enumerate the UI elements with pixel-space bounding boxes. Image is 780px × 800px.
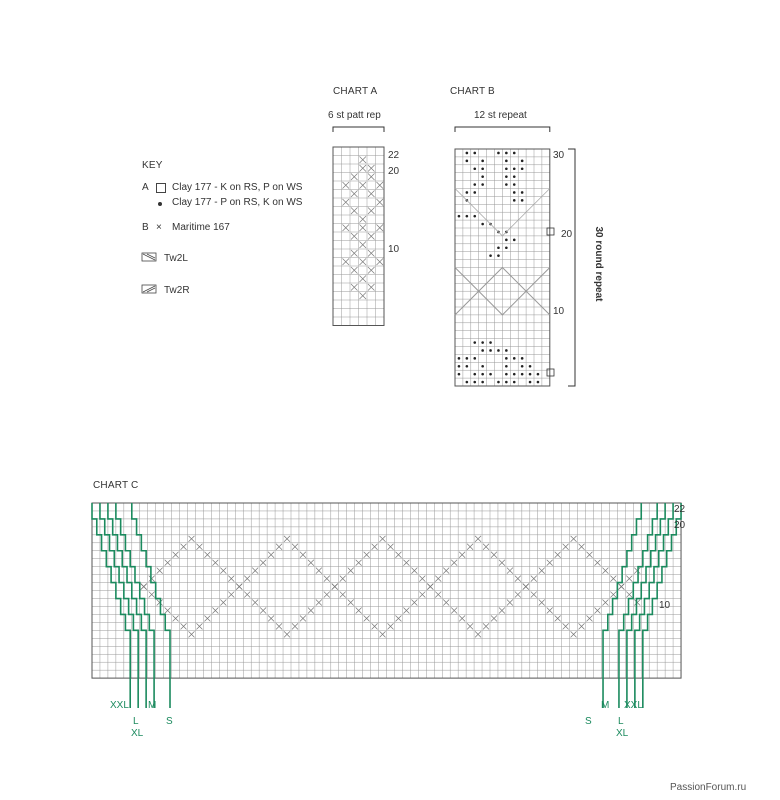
chart-c-cross-mark bbox=[204, 615, 210, 621]
chart-b-dot-mark bbox=[489, 373, 492, 376]
chart-b-dot-mark bbox=[505, 239, 508, 242]
chart-a-cross-mark bbox=[377, 199, 384, 206]
chart-c-cross-mark bbox=[212, 560, 218, 566]
chart-c-cross-mark bbox=[531, 592, 537, 598]
chart-a-cross-mark bbox=[368, 191, 375, 198]
chart-c-cross-mark bbox=[340, 592, 346, 598]
chart-c-cross-mark bbox=[260, 607, 266, 613]
chart-c-cross-mark bbox=[244, 592, 250, 598]
chart-a-title: CHART A bbox=[333, 86, 378, 97]
chart-c-cross-mark bbox=[276, 544, 282, 550]
chart-c-cross-mark bbox=[411, 600, 417, 606]
chart-c-cross-mark bbox=[228, 576, 234, 582]
chart-c-row-10: 10 bbox=[659, 600, 671, 611]
chart-c-cross-mark bbox=[284, 631, 290, 637]
chart-b-dot-mark bbox=[481, 175, 484, 178]
chart-c-row-22: 22 bbox=[674, 504, 686, 515]
chart-b-dot-mark bbox=[505, 160, 508, 163]
chart-b-row-30: 30 bbox=[553, 150, 565, 161]
chart-b-dot-mark bbox=[521, 160, 524, 163]
chart-b-dot-mark bbox=[505, 175, 508, 178]
chart-c-cross-mark bbox=[372, 544, 378, 550]
chart-b-dot-mark bbox=[466, 381, 469, 384]
chart-c-cross-mark bbox=[149, 592, 155, 598]
chart-b-dot-mark bbox=[481, 373, 484, 376]
chart-b-title: CHART B bbox=[450, 86, 495, 97]
chart-c-size-line-left bbox=[100, 503, 138, 708]
chart-b-dot-mark bbox=[513, 373, 516, 376]
chart-c-cross-mark bbox=[189, 536, 195, 542]
chart-b-dot-mark bbox=[481, 160, 484, 163]
chart-c-size-line-left bbox=[116, 503, 154, 708]
chart-a-cross-mark bbox=[360, 293, 367, 300]
chart-c-cross-mark bbox=[356, 607, 362, 613]
chart-c-cross-mark bbox=[547, 607, 553, 613]
chart-c-cross-mark bbox=[475, 536, 481, 542]
key-title: KEY bbox=[142, 160, 163, 171]
chart-c-cross-mark bbox=[523, 584, 529, 590]
chart-c-cross-mark bbox=[451, 560, 457, 566]
chart-c-cross-mark bbox=[443, 568, 449, 574]
chart-b-dot-mark bbox=[481, 183, 484, 186]
chart-b-row-20: 20 bbox=[561, 229, 573, 240]
chart-a-cross-mark bbox=[360, 182, 367, 189]
chart-c-cross-mark bbox=[332, 584, 338, 590]
chart-c-cross-mark bbox=[539, 568, 545, 574]
chart-b-dot-mark bbox=[505, 183, 508, 186]
chart-c-cross-mark bbox=[220, 568, 226, 574]
chart-c-cross-mark bbox=[316, 568, 322, 574]
chart-c-cross-mark bbox=[411, 568, 417, 574]
chart-c-cross-mark bbox=[324, 592, 330, 598]
chart-c-cross-mark bbox=[555, 615, 561, 621]
chart-c-cross-mark bbox=[579, 623, 585, 629]
chart-b-dot-mark bbox=[505, 365, 508, 368]
chart-b-dot-mark bbox=[529, 365, 532, 368]
chart-a-repeat-label: 6 st patt rep bbox=[328, 110, 381, 121]
chart-b-dot-mark bbox=[537, 381, 540, 384]
chart-c-cross-mark bbox=[459, 552, 465, 558]
chart-a-cross-mark bbox=[360, 259, 367, 266]
chart-b-dot-mark bbox=[458, 357, 461, 360]
chart-b-dot-mark bbox=[521, 373, 524, 376]
chart-a-cross-mark bbox=[368, 174, 375, 181]
chart-c-cross-mark bbox=[403, 607, 409, 613]
chart-c-cross-mark bbox=[157, 568, 163, 574]
chart-a-row-22: 22 bbox=[388, 150, 400, 161]
size-label-xl-right: XL bbox=[616, 728, 629, 739]
chart-a-cross-mark bbox=[343, 225, 350, 232]
chart-b-dot-mark bbox=[497, 254, 500, 257]
chart-b-dot-mark bbox=[458, 365, 461, 368]
chart-b-dot-mark bbox=[473, 152, 476, 155]
chart-c-cross-mark bbox=[316, 600, 322, 606]
chart-a-cross-mark bbox=[368, 165, 375, 172]
chart-c-cross-mark bbox=[610, 592, 616, 598]
chart-c-size-line-left bbox=[108, 503, 146, 708]
chart-a-cross-mark bbox=[360, 225, 367, 232]
chart-a-cross-mark bbox=[351, 250, 358, 257]
chart-c-cross-mark bbox=[380, 536, 386, 542]
chart-a-cross-mark bbox=[368, 267, 375, 274]
chart-c-cross-mark bbox=[443, 600, 449, 606]
chart-b-dot-mark bbox=[481, 349, 484, 352]
chart-c-cross-mark bbox=[602, 568, 608, 574]
chart-c-cross-mark bbox=[499, 560, 505, 566]
chart-a-cross-mark bbox=[360, 216, 367, 223]
chart-b-dot-mark bbox=[513, 381, 516, 384]
chart-c-cross-mark bbox=[348, 600, 354, 606]
chart-c-cross-mark bbox=[252, 600, 258, 606]
chart-c-cross-mark bbox=[189, 631, 195, 637]
chart-c-size-line-left bbox=[92, 503, 130, 708]
chart-b-row-10: 10 bbox=[553, 306, 565, 317]
chart-c-cross-mark bbox=[563, 544, 569, 550]
chart-c-cross-mark bbox=[571, 631, 577, 637]
chart-b-dot-mark bbox=[513, 239, 516, 242]
chart-c-cross-mark bbox=[539, 600, 545, 606]
chart-a-cross-mark bbox=[351, 233, 358, 240]
key-tw2r-label: Tw2R bbox=[164, 285, 190, 296]
chart-b-tw2r-marker bbox=[547, 228, 554, 235]
chart-a-cross-mark bbox=[368, 233, 375, 240]
chart-b-round-repeat-label: 30 round repeat bbox=[593, 226, 604, 302]
chart-c-cross-mark bbox=[507, 568, 513, 574]
chart-b-dot-mark bbox=[473, 341, 476, 344]
chart-a-cross-mark bbox=[377, 225, 384, 232]
chart-a-cross-mark bbox=[343, 259, 350, 266]
key-a-dot-label: Clay 177 - P on RS, K on WS bbox=[172, 197, 303, 208]
chart-c-cross-mark bbox=[467, 623, 473, 629]
chart-a-cross-mark bbox=[360, 165, 367, 172]
chart-b-dot-mark bbox=[529, 373, 532, 376]
square-symbol-icon bbox=[156, 183, 166, 193]
cross-symbol-icon: × bbox=[156, 222, 162, 233]
tw2r-symbol-icon bbox=[143, 286, 155, 292]
chart-a-cross-mark bbox=[360, 276, 367, 283]
chart-c-cross-mark bbox=[515, 592, 521, 598]
chart-b-dot-mark bbox=[505, 246, 508, 249]
chart-b-dot-mark bbox=[505, 381, 508, 384]
size-label-m-left: M bbox=[148, 700, 157, 711]
chart-c-cross-mark bbox=[141, 584, 147, 590]
chart-c-cross-mark bbox=[165, 607, 171, 613]
size-label-xl-left: XL bbox=[131, 728, 144, 739]
chart-b-dot-mark bbox=[521, 199, 524, 202]
chart-a-cross-mark bbox=[351, 267, 358, 274]
chart-a-cross-mark bbox=[377, 259, 384, 266]
chart-c-size-line-right bbox=[619, 503, 657, 708]
chart-c-cross-mark bbox=[380, 631, 386, 637]
chart-c-cross-mark bbox=[594, 560, 600, 566]
chart-a-cross-mark bbox=[351, 191, 358, 198]
chart-b-dot-mark bbox=[505, 373, 508, 376]
chart-c-cross-mark bbox=[181, 623, 187, 629]
chart-c-cross-mark bbox=[499, 607, 505, 613]
chart-c-cross-mark bbox=[364, 552, 370, 558]
size-label-s-right: S bbox=[585, 716, 592, 727]
chart-b-dot-mark bbox=[505, 152, 508, 155]
chart-b-dot-mark bbox=[497, 349, 500, 352]
chart-c-title: CHART C bbox=[93, 480, 139, 491]
chart-c-cross-mark bbox=[212, 607, 218, 613]
chart-c-cross-mark bbox=[173, 615, 179, 621]
chart-c-cross-mark bbox=[292, 544, 298, 550]
watermark: PassionForum.ru bbox=[670, 782, 747, 793]
chart-c-cross-mark bbox=[610, 576, 616, 582]
chart-c-cross-mark bbox=[547, 560, 553, 566]
key-a-letter: A bbox=[142, 182, 149, 193]
chart-b-dot-mark bbox=[497, 152, 500, 155]
chart-c-cross-mark bbox=[563, 623, 569, 629]
chart-c-cross-mark bbox=[419, 592, 425, 598]
chart-b-repeat-bracket bbox=[455, 127, 550, 132]
chart-b-dot-mark bbox=[473, 191, 476, 194]
chart-b-dot-mark bbox=[489, 349, 492, 352]
chart-c-cross-mark bbox=[228, 592, 234, 598]
chart-c-cross-mark bbox=[196, 623, 202, 629]
dot-symbol-icon bbox=[158, 202, 162, 206]
chart-b-dot-mark bbox=[466, 152, 469, 155]
chart-b-dot-mark bbox=[466, 365, 469, 368]
size-label-xxl-right: XXL bbox=[624, 700, 643, 711]
chart-c-cross-mark bbox=[427, 584, 433, 590]
size-label-m-right: M bbox=[601, 700, 610, 711]
key-a-square-label: Clay 177 - K on RS, P on WS bbox=[172, 182, 303, 193]
chart-c-cross-mark bbox=[292, 623, 298, 629]
chart-a-cross-mark bbox=[360, 157, 367, 164]
chart-b-dot-mark bbox=[513, 199, 516, 202]
chart-c-cross-mark bbox=[340, 576, 346, 582]
chart-c-cross-mark bbox=[173, 552, 179, 558]
chart-b-round-repeat-bracket bbox=[568, 149, 575, 386]
chart-b-dot-mark bbox=[466, 160, 469, 163]
chart-b-dot-mark bbox=[513, 183, 516, 186]
chart-c-cross-mark bbox=[236, 584, 242, 590]
chart-c-cross-mark bbox=[467, 544, 473, 550]
chart-c-cross-mark bbox=[308, 607, 314, 613]
chart-b-dot-mark bbox=[466, 215, 469, 218]
chart-c-cross-mark bbox=[491, 615, 497, 621]
chart-c-cross-mark bbox=[268, 552, 274, 558]
chart-c-cross-mark bbox=[276, 623, 282, 629]
chart-c-cross-mark bbox=[348, 568, 354, 574]
chart-c-cross-mark bbox=[507, 600, 513, 606]
chart-b-dot-mark bbox=[513, 167, 516, 170]
chart-c-cross-mark bbox=[220, 600, 226, 606]
chart-c-cross-mark bbox=[300, 615, 306, 621]
chart-a-repeat-bracket bbox=[333, 127, 384, 132]
key-b-cross-label: Maritime 167 bbox=[172, 222, 230, 233]
chart-b-dot-mark bbox=[521, 365, 524, 368]
chart-c-cross-mark bbox=[531, 576, 537, 582]
chart-c-cross-mark bbox=[587, 552, 593, 558]
chart-c-cross-mark bbox=[602, 600, 608, 606]
chart-b-dot-mark bbox=[497, 246, 500, 249]
chart-b-dot-mark bbox=[466, 357, 469, 360]
chart-b-dot-mark bbox=[513, 191, 516, 194]
chart-c-cross-mark bbox=[252, 568, 258, 574]
size-label-l-right: L bbox=[618, 716, 624, 727]
chart-b-dot-mark bbox=[513, 152, 516, 155]
chart-a-cross-mark bbox=[377, 182, 384, 189]
key-b-letter: B bbox=[142, 222, 149, 233]
chart-c-cross-mark bbox=[395, 552, 401, 558]
chart-a-cross-mark bbox=[351, 284, 358, 291]
chart-c-cross-mark bbox=[388, 623, 394, 629]
chart-c-cross-mark bbox=[579, 544, 585, 550]
chart-b-dot-mark bbox=[497, 381, 500, 384]
chart-b-dot-mark bbox=[529, 381, 532, 384]
chart-a-cross-mark bbox=[343, 182, 350, 189]
chart-b-dot-mark bbox=[466, 191, 469, 194]
chart-c-cross-mark bbox=[268, 615, 274, 621]
chart-b-dot-mark bbox=[521, 167, 524, 170]
chart-a-row-20: 20 bbox=[388, 166, 400, 177]
chart-b-dot-mark bbox=[521, 191, 524, 194]
chart-b-dot-mark bbox=[473, 373, 476, 376]
chart-c-row-20: 20 bbox=[674, 520, 686, 531]
chart-c-cross-mark bbox=[324, 576, 330, 582]
chart-c-cross-mark bbox=[196, 544, 202, 550]
chart-c-cross-mark bbox=[483, 544, 489, 550]
chart-a-cross-mark bbox=[360, 242, 367, 249]
chart-b-dot-mark bbox=[473, 357, 476, 360]
chart-c-cross-mark bbox=[419, 576, 425, 582]
chart-a-cross-mark bbox=[351, 174, 358, 181]
chart-b-repeat-label: 12 st repeat bbox=[474, 110, 527, 121]
chart-c-cross-mark bbox=[571, 536, 577, 542]
chart-b-dot-mark bbox=[505, 349, 508, 352]
chart-c-cross-mark bbox=[356, 560, 362, 566]
chart-b-dot-mark bbox=[481, 341, 484, 344]
chart-c-cross-mark bbox=[594, 607, 600, 613]
chart-c-cross-mark bbox=[244, 576, 250, 582]
chart-c-cross-mark bbox=[435, 592, 441, 598]
size-label-xxl-left: XXL bbox=[110, 700, 129, 711]
key-tw2l-label: Tw2L bbox=[164, 253, 188, 264]
chart-b-dot-mark bbox=[505, 167, 508, 170]
chart-c-cross-mark bbox=[626, 592, 632, 598]
chart-b-dot-mark bbox=[458, 373, 461, 376]
chart-a-cross-mark bbox=[368, 284, 375, 291]
chart-c-cross-mark bbox=[372, 623, 378, 629]
chart-b-dot-mark bbox=[473, 215, 476, 218]
chart-c-cross-mark bbox=[587, 615, 593, 621]
chart-b-dot-mark bbox=[481, 365, 484, 368]
chart-a-cross-mark bbox=[368, 208, 375, 215]
chart-b-dot-mark bbox=[505, 357, 508, 360]
chart-b-dot-mark bbox=[513, 357, 516, 360]
chart-b-dot-mark bbox=[481, 223, 484, 226]
chart-c-cross-mark bbox=[451, 607, 457, 613]
chart-c-cross-mark bbox=[364, 615, 370, 621]
chart-b-dot-mark bbox=[481, 167, 484, 170]
chart-c-cross-mark bbox=[300, 552, 306, 558]
chart-c-cross-mark bbox=[165, 560, 171, 566]
chart-c-cross-mark bbox=[435, 576, 441, 582]
chart-b-dot-mark bbox=[473, 381, 476, 384]
chart-c-cross-mark bbox=[515, 576, 521, 582]
chart-b-dot-mark bbox=[473, 167, 476, 170]
chart-b-dot-mark bbox=[458, 215, 461, 218]
chart-c-cross-mark bbox=[555, 552, 561, 558]
chart-c-cross-mark bbox=[626, 576, 632, 582]
chart-c-cross-mark bbox=[491, 552, 497, 558]
chart-a-cross-mark bbox=[368, 250, 375, 257]
chart-c-cross-mark bbox=[459, 615, 465, 621]
chart-b-dot-mark bbox=[481, 381, 484, 384]
chart-c-grid bbox=[92, 503, 681, 678]
chart-b-dot-mark bbox=[489, 254, 492, 257]
chart-b-dot-mark bbox=[489, 341, 492, 344]
chart-c-cross-mark bbox=[284, 536, 290, 542]
chart-c-cross-mark bbox=[260, 560, 266, 566]
chart-a-row-10: 10 bbox=[388, 244, 400, 255]
chart-c-cross-mark bbox=[483, 623, 489, 629]
chart-c-cross-mark bbox=[388, 544, 394, 550]
chart-b-dot-mark bbox=[513, 175, 516, 178]
chart-b-dot-mark bbox=[473, 183, 476, 186]
chart-a-grid bbox=[333, 147, 384, 326]
size-label-s-left: S bbox=[166, 716, 173, 727]
size-label-l-left: L bbox=[133, 716, 139, 727]
chart-b-dot-mark bbox=[537, 373, 540, 376]
chart-c-cross-mark bbox=[475, 631, 481, 637]
chart-c-cross-mark bbox=[181, 544, 187, 550]
chart-c-cross-mark bbox=[403, 560, 409, 566]
chart-c-cross-mark bbox=[308, 560, 314, 566]
tw2l-symbol-icon bbox=[143, 254, 155, 260]
chart-c-cross-mark bbox=[618, 584, 624, 590]
chart-a-cross-mark bbox=[351, 208, 358, 215]
chart-a-cross-mark bbox=[343, 199, 350, 206]
chart-b-dot-mark bbox=[521, 357, 524, 360]
chart-c-cross-mark bbox=[395, 615, 401, 621]
chart-c-cross-mark bbox=[204, 552, 210, 558]
